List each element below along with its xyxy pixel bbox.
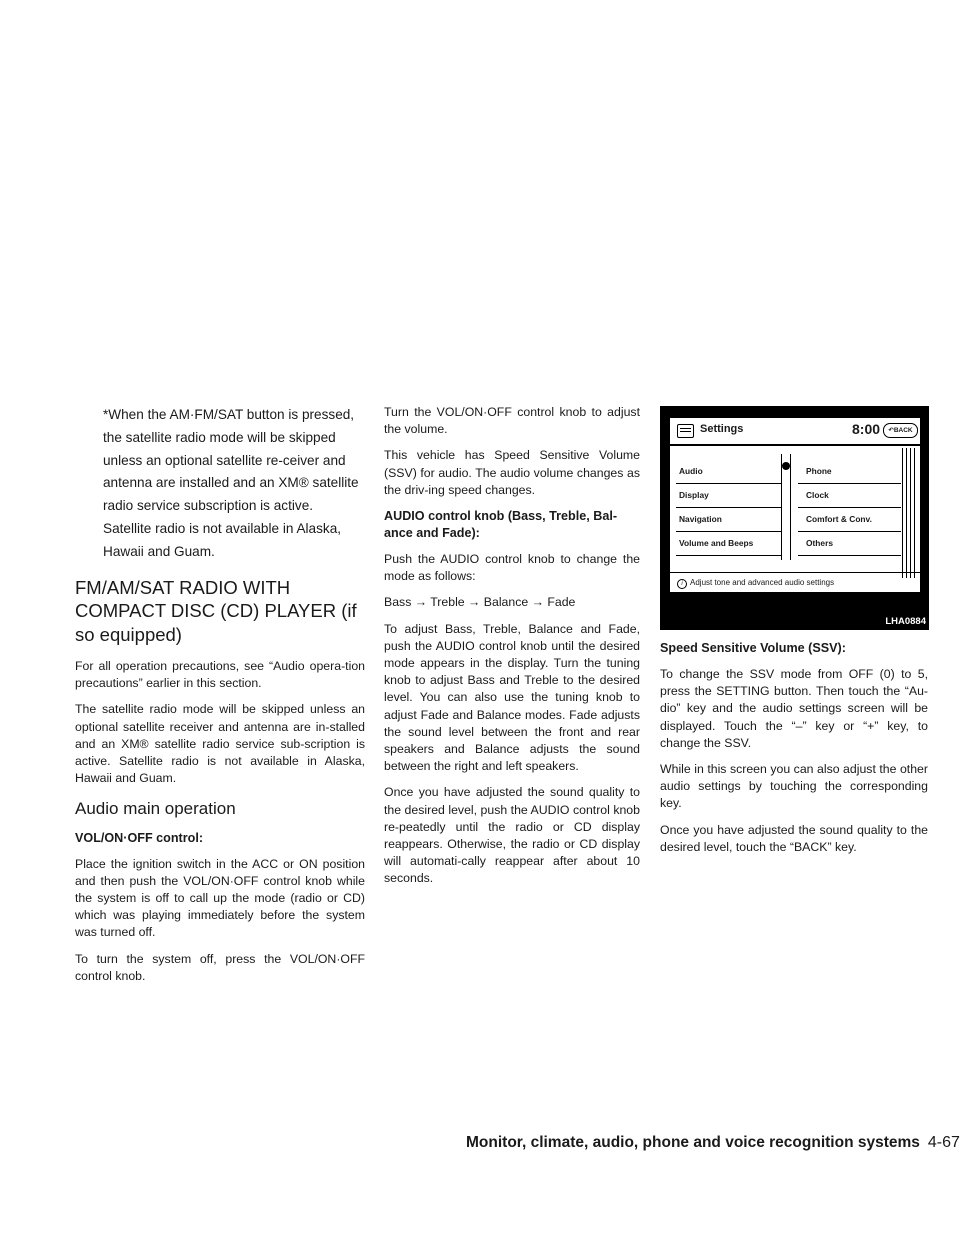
settings-screen-figure [660, 406, 929, 630]
column-middle [384, 404, 640, 897]
scroll-indicator[interactable] [781, 454, 791, 560]
menu-item-display[interactable]: Display [676, 484, 781, 508]
column-right [660, 640, 928, 865]
vol-control-label: VOL/ON·OFF control: [75, 830, 204, 845]
decor-line [906, 448, 907, 578]
other-settings-paragraph: While in this screen you can also adjust the other audio settings by touching the corresponding key. [660, 762, 928, 811]
decor-line [914, 448, 915, 578]
ssv-label: Speed Sensitive Volume (SSV): [660, 641, 846, 655]
screen-title: Settings [700, 423, 744, 435]
reappear-paragraph: Once you have adjusted the sound quality to the desired level, push the AUDIO control knob re-peatedly until the radio or CD display reappears. Otherwise, the radio or CD display will automati-cally reappear after about 10 seconds. [384, 785, 640, 886]
decor-line [902, 448, 903, 578]
page-footer [466, 1134, 960, 1152]
volume-paragraph: Turn the VOL/ON·OFF control knob to adjust the volume. [384, 405, 640, 437]
ssv-paragraph: To change the SSV mode from OFF (0) to 5, press the SETTING button. Then touch the “Au-dio” key and the audio settings screen will be displayed. Touch the “–” key or “+” key, to change the SSV. [660, 667, 928, 750]
satellite-note: *When the AM·FM/SAT button is pressed, the satellite radio mode will be skipped unless an optional satellite re-ceiver and antenna are installed and an XM® satellite radio service subscription is active. Satellite radio is not available in Alaska, Hawaii and Guam. [103, 407, 359, 559]
ssv-intro-paragraph: This vehicle has Speed Sensitive Volume (SSV) for audio. The audio volume changes as the driv-ing speed changes. [384, 448, 640, 497]
hint-bar [670, 572, 920, 593]
back-arrow-icon: ↶ [888, 427, 894, 434]
column-left [75, 404, 365, 994]
menu-item-audio[interactable]: Audio [676, 460, 781, 484]
mode-sequence: Bass → Treble → Balance → Fade [384, 595, 576, 610]
screen-clock: 8:00 [852, 421, 881, 437]
decor-line [910, 448, 911, 578]
precautions-paragraph: For all operation precautions, see “Audio opera-tion precautions” earlier in this section. [75, 659, 365, 691]
figure-code: LHA0884 [885, 616, 926, 627]
menu-item-comfort[interactable]: Comfort & Conv. [798, 508, 901, 532]
satellite-paragraph: The satellite radio mode will be skipped unless an optional satellite receiver and antenna are in-stalled and an XM® satellite radio service sub-scription is active. Satellite radio is not available in Alaska, Hawaii and Guam. [75, 702, 365, 786]
menu-item-clock[interactable]: Clock [798, 484, 901, 508]
menu-item-volume-beeps[interactable]: Volume and Beeps [676, 532, 781, 556]
back-button-label: BACK [893, 427, 913, 434]
settings-screen [669, 417, 921, 593]
menu-item-phone[interactable]: Phone [798, 460, 901, 484]
footer-section: Monitor, climate, audio, phone and voice recognition systems [466, 1134, 920, 1151]
back-button[interactable] [883, 423, 918, 438]
page-number: 4-67 [927, 1134, 960, 1151]
audio-mode-paragraph: Push the AUDIO control knob to change the mode as follows: [384, 552, 640, 584]
back-key-paragraph: Once you have adjusted the sound quality to the desired level, touch the “BACK” key. [660, 822, 928, 854]
info-icon: i [677, 579, 687, 589]
menu-item-navigation[interactable]: Navigation [676, 508, 781, 532]
adjust-paragraph: To adjust Bass, Treble, Balance and Fade, push the AUDIO control knob until the desired mode appears in the display. Turn the tuning knob to adjust Bass and Treble to the desired level. You can also use the tuning knob to adjust Fade and Balance modes. Fade adjusts the sound level between the front and rear speakers and Balance adjusts the sound between the right and left speakers. [384, 621, 640, 774]
hint-text: Adjust tone and advanced audio settings [690, 578, 835, 587]
section-heading: FM/AM/SAT RADIO WITH COMPACT DISC (CD) PLAYER (if so equipped) [75, 576, 357, 645]
power-off-paragraph: To turn the system off, press the VOL/ON·OFF control knob. [75, 951, 365, 983]
audio-knob-label: AUDIO control knob (Bass, Treble, Bal-ance and Fade): [384, 509, 618, 541]
vol-control-paragraph: Place the ignition switch in the ACC or ON position and then push the VOL/ON·OFF control knob while the system is off to call up the mode (radio or CD) which was playing immediately before the system was turned off. [75, 856, 365, 940]
screen-header [670, 418, 920, 446]
scroll-knob[interactable] [782, 462, 790, 470]
subsection-heading: Audio main operation [75, 798, 236, 818]
menu-item-others[interactable]: Others [798, 532, 901, 556]
settings-icon [677, 424, 694, 438]
